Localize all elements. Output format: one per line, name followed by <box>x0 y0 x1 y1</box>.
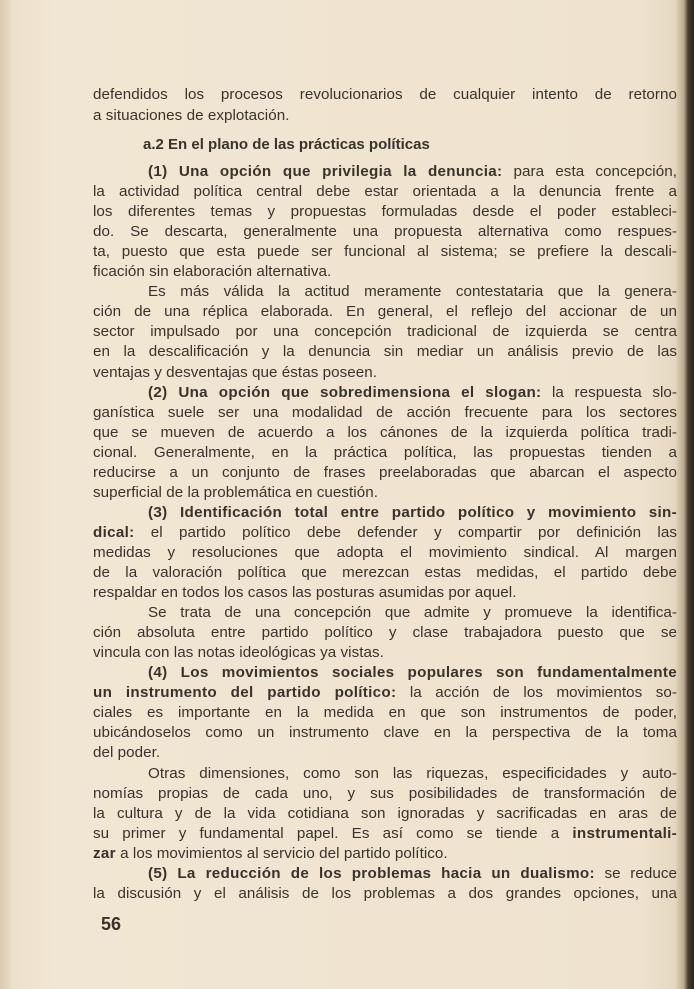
text: Otras dimensiones, como son las riquezas, especificidades y auto- <box>148 764 677 782</box>
bold-text: (5) La reducción de los problemas hacia un dualismo: <box>148 864 595 882</box>
text-line <box>93 403 677 423</box>
text-line <box>93 583 677 603</box>
text-line <box>93 723 677 743</box>
bold-text: un instrumento del partido político: <box>93 684 397 702</box>
text: defendidos los procesos revolucionarios de cualquier intento de retorno <box>93 86 677 103</box>
bold-text: (3) Identificación total entre partido político y movimiento sin- <box>148 503 677 521</box>
text: el partido político debe defender y compartir por definición las <box>134 523 677 541</box>
text-line <box>93 242 677 262</box>
text: los diferentes temas y propuestas formuladas desde el poder estableci- <box>93 203 677 221</box>
page-number: 56 <box>101 914 122 934</box>
text-line <box>93 603 677 623</box>
text: cional. Generalmente, en la práctica política, las propuestas tienden a <box>93 443 677 461</box>
text: ventajas y desventajas que éstas poseen. <box>93 363 377 381</box>
text-line <box>93 523 677 543</box>
text: ciales es importante en la medida en que son instrumentos de poder, <box>93 704 677 722</box>
text-line <box>93 784 677 804</box>
text: reducirse a un conjunto de frases preelaboradas que abarcan el aspecto <box>93 463 677 481</box>
text-line <box>93 342 677 362</box>
text: la respuesta slo- <box>541 383 677 401</box>
text-line <box>93 643 677 663</box>
text: nomías propias de cada uno, y sus posibilidades de transformación de <box>93 784 677 802</box>
text: ción absoluta entre partido político y clase trabajadora puesto que se <box>93 624 677 642</box>
text: se reduce <box>594 864 677 882</box>
text: a los movimientos al servicio del partido político. <box>115 844 448 862</box>
text-line <box>93 363 677 383</box>
text: en la descalificación y la denuncia sin mediar un análisis previo de las <box>93 343 677 361</box>
text: la discusión y el análisis de los problemas a dos grandes opciones, una <box>93 884 677 902</box>
text-line <box>93 563 677 583</box>
text: ta, puesto que esta puede ser funcional al sistema; se prefiere la descali- <box>93 243 677 261</box>
text-line <box>93 222 677 242</box>
text-line <box>93 106 677 126</box>
text-line <box>93 683 677 703</box>
text-line <box>93 543 677 563</box>
text: para esta concepción, <box>502 163 677 180</box>
section-heading: a.2 En el plano de las prácticas políticas <box>143 136 430 153</box>
text-line <box>93 443 677 463</box>
text-line <box>93 804 677 824</box>
text: la cultura y de la vida cotidiana son ignoradas y sacrificadas en aras de <box>93 804 677 822</box>
text-line <box>93 302 677 322</box>
text-line <box>93 85 677 105</box>
text: la actividad política central debe estar orientada a la denuncia frente a <box>93 183 677 201</box>
bold-text: (1) Una opción que privilegia la denuncia: <box>148 163 503 180</box>
text: que se mueven de acuerdo a los cánones de la izquierda política tradi- <box>93 423 677 441</box>
text-line <box>93 623 677 643</box>
bold-text: zar <box>93 844 116 862</box>
text-line <box>93 764 677 784</box>
text: de la valoración política que merezcan estas medidas, el partido debe <box>93 564 677 581</box>
text: ción de una réplica elaborada. En general, el reflejo del accionar de un <box>93 303 677 321</box>
text: sector impulsado por una concepción tradicional de izquierda se centra <box>93 323 677 341</box>
text-line <box>93 182 677 202</box>
text-line <box>93 864 677 884</box>
text-line <box>93 663 677 683</box>
bold-text: (4) Los movimientos sociales populares son fundamentalmente <box>148 664 677 682</box>
text-line <box>93 162 677 182</box>
text-line <box>93 463 677 483</box>
text: superficial de la problemática en cuestión. <box>93 483 378 501</box>
text: su primer y fundamental papel. Es así como se tiende a <box>93 824 573 842</box>
text-line <box>93 844 677 864</box>
text: do. Se descarta, generalmente una propuesta alternativa como respues- <box>93 223 677 241</box>
text: ganística suele ser una modalidad de acción frecuente para los sectores <box>93 403 677 421</box>
text-line <box>93 322 677 342</box>
text: la acción de los movimientos so- <box>396 684 677 702</box>
text-line <box>93 423 677 443</box>
text-line <box>93 743 677 763</box>
text-line <box>93 262 677 282</box>
text-line <box>93 202 677 222</box>
text: a situaciones de explotación. <box>93 106 290 124</box>
text: ficación sin elaboración alternativa. <box>93 263 332 281</box>
text: vincula con las notas ideológicas ya vistas. <box>93 644 384 662</box>
text-line <box>93 383 677 403</box>
bold-text: dical: <box>93 523 135 541</box>
text: medidas y resoluciones que adopta el movimiento sindical. Al margen <box>93 543 677 561</box>
text: respaldar en todos los casos las posturas asumidas por aquel. <box>93 584 517 602</box>
text-line <box>93 824 677 844</box>
text-line <box>93 282 677 302</box>
text-line <box>93 703 677 723</box>
text: Se trata de una concepción que admite y promueve la identifica- <box>148 604 677 622</box>
text: ubicándoselos como un instrumento clave en la perspectiva de la toma <box>93 724 677 742</box>
text-line <box>93 483 677 503</box>
bold-text: (2) Una opción que sobredimensiona el slogan: <box>148 383 542 401</box>
text-line <box>93 884 677 904</box>
bold-text: instrumentali- <box>572 824 677 842</box>
text-line <box>93 503 677 523</box>
text: Es más válida la actitud meramente contestataria que la genera- <box>148 283 677 301</box>
text: del poder. <box>93 744 161 762</box>
